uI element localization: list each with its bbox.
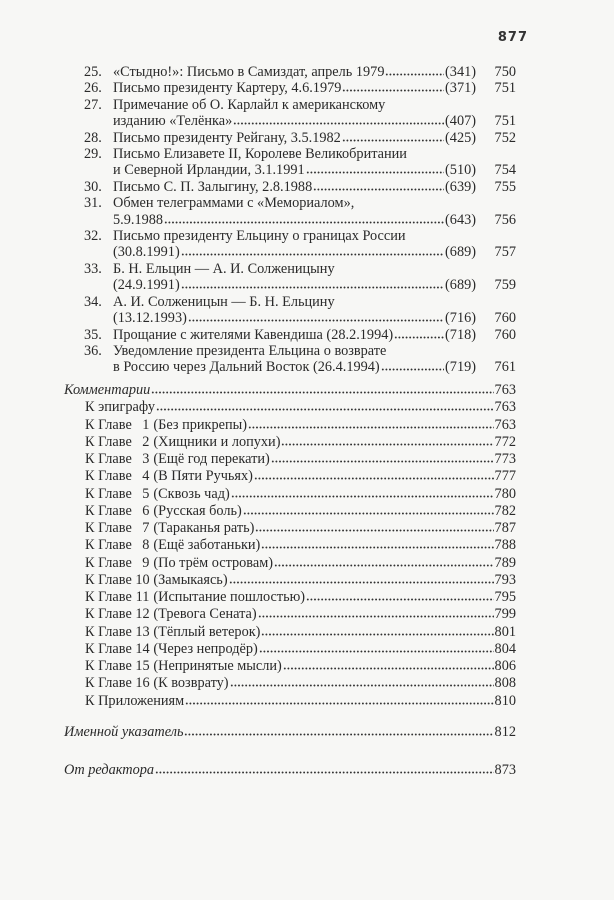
chapter-number: 3 xyxy=(142,451,150,467)
chapter-number: 14 xyxy=(135,640,150,657)
entry-body xyxy=(113,80,516,96)
entry-page: 763 xyxy=(494,382,516,398)
entry-title: (24.9.1991) xyxy=(113,277,180,294)
entry-line: Письмо президенту Ельцину о границах России xyxy=(113,228,406,245)
entry-prefix: К Главе xyxy=(85,485,132,502)
entry-page: 760 xyxy=(494,310,516,327)
entry-page: 795 xyxy=(494,589,516,605)
leader-dots xyxy=(342,132,444,142)
entry-title: (30.8.1991) xyxy=(113,244,180,261)
entry-page: 763 xyxy=(494,416,516,433)
entry-body xyxy=(113,146,516,179)
entry-last-line xyxy=(113,212,516,228)
entry-page: 751 xyxy=(494,113,516,130)
entry-prefix: К Приложениям xyxy=(85,692,185,709)
leader-dots xyxy=(313,181,444,191)
chapter-number: 5 xyxy=(142,485,150,502)
entry-ref: (425) xyxy=(445,129,476,146)
comment-entry[interactable] xyxy=(64,572,516,589)
leader-dots xyxy=(188,312,444,322)
comment-entry[interactable] xyxy=(64,434,516,451)
leader-dots xyxy=(231,488,494,498)
toc-entry[interactable] xyxy=(84,146,516,179)
toc-entry[interactable] xyxy=(84,228,516,261)
entry-title xyxy=(85,399,155,416)
entry-prefix: К Главе xyxy=(85,502,132,519)
entry-title xyxy=(85,451,270,468)
leader-dots xyxy=(230,677,494,687)
chapter-number: 11 xyxy=(135,589,150,605)
entry-last-line xyxy=(113,113,516,129)
entry-ref: (639) xyxy=(445,178,476,195)
comments-entry[interactable] xyxy=(64,382,516,399)
entry-title xyxy=(85,417,247,434)
comment-entry[interactable] xyxy=(64,606,516,623)
entry-ref: (341) xyxy=(445,64,476,80)
entry-title xyxy=(85,468,253,485)
entry-title xyxy=(85,606,257,623)
leader-dots xyxy=(248,419,494,429)
entry-line: Уведомление президента Ельцина о возврате xyxy=(113,342,387,359)
chapter-title: (Без прикрепы) xyxy=(153,416,247,433)
entry-title: (13.12.1993) xyxy=(113,310,187,327)
entry-last-line xyxy=(113,130,516,146)
comment-entry[interactable] xyxy=(64,624,516,641)
entry-last-line xyxy=(113,277,516,293)
entry-page: 755 xyxy=(494,178,516,195)
entry-page: 804 xyxy=(494,640,516,657)
entry-prefix: К Главе xyxy=(85,433,132,450)
leader-dots xyxy=(181,246,444,256)
entry-ref: (510) xyxy=(445,162,476,179)
chapter-title: (Ещё год перекати) xyxy=(153,451,270,467)
entry-body xyxy=(113,343,516,376)
leader-dots xyxy=(181,279,444,289)
entry-prefix: К Главе xyxy=(85,554,132,571)
toc-entry[interactable] xyxy=(84,294,516,327)
entry-number: 30. xyxy=(84,178,102,195)
entry-title xyxy=(85,641,258,658)
entry-page: 788 xyxy=(494,537,516,554)
toc-entry[interactable] xyxy=(84,64,516,80)
chapter-number: 1 xyxy=(142,416,150,433)
entry-prefix: К Главе xyxy=(85,468,132,485)
entry-ref: (407) xyxy=(445,113,476,130)
chapter-title: (Тараканья рать) xyxy=(153,520,255,536)
chapter-number: 4 xyxy=(142,468,150,485)
entry-page: 787 xyxy=(494,520,516,536)
chapter-title: (К возврату) xyxy=(153,675,229,692)
entry-page: 782 xyxy=(494,502,516,519)
entry-title: Письмо С. П. Залыгину, 2.8.1988 xyxy=(113,178,313,195)
toc-entry[interactable] xyxy=(84,97,516,130)
leader-dots xyxy=(229,574,494,584)
toc-entry[interactable] xyxy=(84,179,516,195)
entry-number: 25. xyxy=(84,64,102,80)
toc-entry[interactable] xyxy=(84,343,516,376)
entry-body xyxy=(113,64,516,80)
chapter-title: (Замыкаясь) xyxy=(153,571,228,588)
entry-ref: (371) xyxy=(445,80,476,97)
entry-last-line xyxy=(113,327,516,343)
leader-dots xyxy=(394,329,444,339)
entry-page: 757 xyxy=(494,244,516,261)
entry-line: Обмен телеграммами с «Мемориалом», xyxy=(113,195,355,212)
entry-body xyxy=(113,228,516,261)
chapter-number: 15 xyxy=(135,658,150,674)
entry-title: Комментарии xyxy=(64,382,151,398)
page-number: 877 xyxy=(497,30,528,45)
entry-body xyxy=(113,179,516,195)
entry-prefix: К Главе xyxy=(85,623,132,640)
entry-number: 36. xyxy=(84,342,102,359)
leader-dots xyxy=(381,361,444,371)
entry-prefix: К Главе xyxy=(85,537,132,554)
entry-prefix: К Главе xyxy=(85,451,132,467)
entry-title: Письмо президенту Рейгану, 3.5.1982 xyxy=(113,129,341,146)
leader-dots xyxy=(155,764,494,774)
entry-prefix: К Главе xyxy=(85,675,132,692)
entry-title: От редактора xyxy=(64,762,155,778)
comment-entry[interactable] xyxy=(64,451,516,468)
entry-page: 801 xyxy=(494,623,516,640)
entry-number: 32. xyxy=(84,228,102,245)
entry-number: 33. xyxy=(84,260,102,277)
entry-page: 810 xyxy=(494,692,516,709)
leader-dots xyxy=(283,660,494,670)
documents-list xyxy=(84,64,516,376)
chapter-title: (Непринятые мысли) xyxy=(153,658,282,674)
toc-entry[interactable] xyxy=(84,327,516,343)
comment-entry[interactable] xyxy=(64,486,516,503)
entry-prefix: К Главе xyxy=(85,589,132,605)
entry-body xyxy=(113,195,516,228)
entry-number: 29. xyxy=(84,146,102,163)
comment-entry[interactable] xyxy=(64,641,516,658)
entry-title: в Россию через Дальний Восток (26.4.1994) xyxy=(113,359,380,376)
toc-entry[interactable] xyxy=(84,130,516,146)
entry-line: Б. Н. Ельцин — А. И. Солженицыну xyxy=(113,260,335,277)
entry-page: 750 xyxy=(494,64,516,80)
editor-entry[interactable] xyxy=(64,762,516,779)
chapter-title: (Тёплый ветерок) xyxy=(153,623,261,640)
entry-body xyxy=(113,130,516,146)
entry-page: 760 xyxy=(494,326,516,343)
entry-page: 793 xyxy=(494,571,516,588)
chapter-title: (Тревога Сената) xyxy=(153,606,257,623)
entry-prefix: К эпиграфу xyxy=(85,399,155,416)
leader-dots xyxy=(233,115,444,125)
entry-last-line xyxy=(113,359,516,375)
entry-title xyxy=(85,434,280,451)
entry-title xyxy=(85,572,228,589)
leader-dots xyxy=(259,643,494,653)
entry-title: изданию «Телёнка» xyxy=(113,113,233,130)
leader-dots xyxy=(164,214,444,224)
entry-prefix: К Главе xyxy=(85,571,132,588)
comment-entry[interactable] xyxy=(64,468,516,485)
toc-entry[interactable] xyxy=(84,261,516,294)
entry-page: 773 xyxy=(494,451,516,467)
leader-dots xyxy=(274,557,494,567)
entry-body xyxy=(113,261,516,294)
entry-title: и Северной Ирландии, 3.1.1991 xyxy=(113,162,305,179)
leader-dots xyxy=(258,608,494,618)
entry-title xyxy=(85,589,305,606)
entry-page: 751 xyxy=(494,80,516,97)
entry-last-line xyxy=(113,310,516,326)
entry-prefix: К Главе xyxy=(85,606,132,623)
entry-body xyxy=(113,294,516,327)
entry-title: Письмо президенту Картеру, 4.6.1979 xyxy=(113,80,342,97)
chapter-number: 8 xyxy=(142,537,150,554)
entry-page: 759 xyxy=(494,277,516,294)
comments-section xyxy=(64,382,516,710)
entry-title xyxy=(85,658,282,675)
chapter-title: (Через непродёр) xyxy=(153,640,258,657)
entry-page: 873 xyxy=(494,762,516,778)
comment-entry[interactable] xyxy=(64,589,516,606)
leader-dots xyxy=(261,539,493,549)
chapter-number: 16 xyxy=(135,675,150,692)
entry-prefix: К Главе xyxy=(85,658,132,674)
chapter-number: 6 xyxy=(142,502,150,519)
comment-entry[interactable] xyxy=(64,520,516,537)
entry-page: 763 xyxy=(494,399,516,416)
entry-page: 761 xyxy=(494,359,516,376)
entry-number: 26. xyxy=(84,80,102,97)
toc-entry[interactable] xyxy=(84,80,516,96)
entry-page: 808 xyxy=(494,675,516,692)
leader-dots xyxy=(254,470,494,480)
chapter-title: (Испытание пошлостью) xyxy=(153,589,306,605)
entry-title xyxy=(85,520,254,537)
leader-dots xyxy=(255,522,493,532)
comment-entry[interactable] xyxy=(64,693,516,710)
chapter-title: (По трём островам) xyxy=(153,554,274,571)
entry-title xyxy=(85,693,184,710)
chapter-title: (Сквозь чад) xyxy=(153,485,230,502)
entry-title: 5.9.1988 xyxy=(113,211,164,228)
entry-ref: (718) xyxy=(445,326,476,343)
entry-title: «Стыдно!»: Письмо в Самиздат, апрель 1979 xyxy=(113,64,385,80)
entry-prefix: К Главе xyxy=(85,520,132,536)
leader-dots xyxy=(281,436,493,446)
chapter-number: 2 xyxy=(142,433,150,450)
entry-page: 772 xyxy=(494,433,516,450)
leader-dots xyxy=(385,66,444,76)
entry-number: 34. xyxy=(84,293,102,310)
entry-last-line xyxy=(113,80,516,96)
leader-dots xyxy=(271,453,494,463)
entry-ref: (719) xyxy=(445,359,476,376)
entry-number: 27. xyxy=(84,96,102,113)
leader-dots xyxy=(184,726,493,736)
entry-page: 756 xyxy=(494,211,516,228)
chapter-number: 12 xyxy=(135,606,150,623)
comment-entry[interactable] xyxy=(64,399,516,416)
entry-number: 28. xyxy=(84,129,102,146)
entry-title xyxy=(85,624,260,641)
chapter-number: 10 xyxy=(135,571,150,588)
entry-title xyxy=(85,675,229,692)
entry-last-line xyxy=(113,244,516,260)
entry-body xyxy=(113,97,516,130)
comment-entry[interactable] xyxy=(64,537,516,554)
leader-dots xyxy=(342,82,444,92)
entry-page: 806 xyxy=(494,658,516,674)
leader-dots xyxy=(151,384,493,394)
entry-page: 777 xyxy=(494,468,516,485)
leader-dots xyxy=(306,164,444,174)
entry-line: Письмо Елизавете II, Королеве Великобритании xyxy=(113,146,407,163)
entry-line: Примечание об О. Карлайл к американскому xyxy=(113,96,386,113)
comment-entry[interactable] xyxy=(64,503,516,520)
leader-dots xyxy=(306,591,493,601)
leader-dots xyxy=(185,695,493,705)
chapter-number: 7 xyxy=(142,520,150,536)
comment-entry[interactable] xyxy=(64,555,516,572)
entry-title xyxy=(85,503,242,520)
entry-prefix: К Главе xyxy=(85,640,132,657)
entry-page: 752 xyxy=(494,129,516,146)
entry-page: 780 xyxy=(494,485,516,502)
chapter-title: (Хищники и лопухи) xyxy=(153,433,281,450)
comment-entry[interactable] xyxy=(64,658,516,675)
chapter-number: 13 xyxy=(135,623,150,640)
entry-last-line xyxy=(113,179,516,195)
entry-ref: (716) xyxy=(445,310,476,327)
entry-title: Именной указатель xyxy=(64,724,184,740)
entry-page: 789 xyxy=(494,554,516,571)
entry-last-line xyxy=(113,64,516,80)
chapter-title: (Ещё заботаньки) xyxy=(153,537,261,554)
entry-title: Прощание с жителями Кавендиша (28.2.1994) xyxy=(113,326,394,343)
entry-title xyxy=(85,555,273,572)
entry-ref: (689) xyxy=(445,277,476,294)
leader-dots xyxy=(243,505,494,515)
entry-line: А. И. Солженицын — Б. Н. Ельцину xyxy=(113,293,335,310)
chapter-title: (Русская боль) xyxy=(153,502,242,519)
entry-page: 754 xyxy=(494,162,516,179)
entry-title xyxy=(85,486,230,503)
comment-entry[interactable] xyxy=(64,675,516,692)
entry-prefix: К Главе xyxy=(85,416,132,433)
entry-number: 35. xyxy=(84,326,102,343)
entry-page: 799 xyxy=(494,606,516,623)
entry-last-line xyxy=(113,162,516,178)
entry-page: 812 xyxy=(494,724,516,740)
entry-ref: (643) xyxy=(445,211,476,228)
comment-entry[interactable] xyxy=(64,417,516,434)
chapter-number: 9 xyxy=(142,554,150,571)
chapter-title: (В Пяти Ручьях) xyxy=(153,468,253,485)
entry-ref: (689) xyxy=(445,244,476,261)
toc-entry[interactable] xyxy=(84,195,516,228)
entry-number: 31. xyxy=(84,195,102,212)
entry-title xyxy=(85,537,260,554)
index-entry[interactable] xyxy=(64,724,516,741)
leader-dots xyxy=(156,401,494,411)
leader-dots xyxy=(261,626,493,636)
entry-body xyxy=(113,327,516,343)
